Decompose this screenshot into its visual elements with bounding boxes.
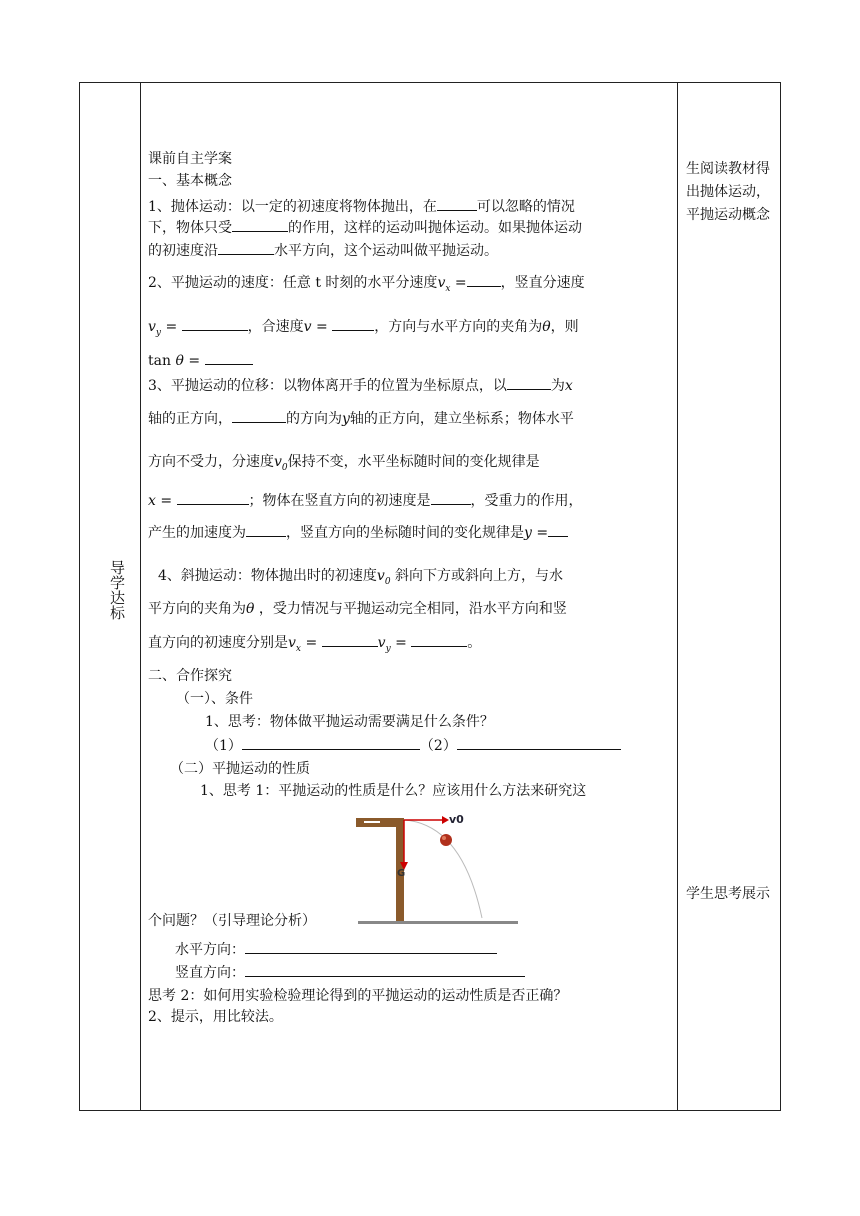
blank[interactable] — [177, 490, 249, 505]
paragraph-4-line-1: 4、斜抛运动：物体抛出时的初速度$v_0$ 斜向下方或斜向上方，与水 — [158, 568, 564, 587]
blank[interactable] — [242, 735, 420, 750]
blank[interactable] — [457, 735, 621, 750]
blank[interactable] — [548, 522, 568, 537]
question-1: 1、思考：物体做平抛运动需要满足什么条件？ — [205, 714, 494, 730]
paragraph-2-line-3: tan θ = — [148, 350, 253, 369]
heading-basic-concepts: 一、基本概念 — [148, 173, 232, 189]
column-divider-right — [677, 82, 678, 1111]
blank[interactable] — [182, 316, 248, 331]
horizontal-direction: 水平方向： — [175, 939, 497, 959]
question-2-continued: 个问题？（引导理论分析） — [148, 913, 316, 929]
paragraph-4-line-2: 平方向的夹角为θ ，受力情况与平抛运动完全相同，沿水平方向和竖 — [148, 601, 567, 617]
ground-line — [358, 921, 518, 924]
trajectory-curve — [404, 820, 482, 918]
blank[interactable] — [246, 522, 286, 537]
v0-label: v0 — [449, 813, 464, 826]
blank[interactable] — [218, 240, 274, 255]
vertical-direction: 竖直方向： — [175, 962, 525, 982]
paragraph-4-line-3: 直方向的初速度分别是$v_x = v_y$ = 。 — [148, 632, 481, 654]
question-1-answers: （1） （2） — [205, 735, 621, 755]
heading-cooperation: 二、合作探究 — [148, 668, 232, 684]
subheading-conditions: （一）、条件 — [176, 691, 253, 707]
teacher-note-1: 生阅读教材得出抛体运动，平抛运动概念 — [686, 161, 770, 223]
paragraph-3-line-2: 轴的正方向， 的方向为y轴的正方向，建立坐标系；物体水平 — [148, 408, 574, 428]
blank[interactable] — [245, 962, 525, 977]
blank[interactable] — [232, 408, 286, 423]
blank[interactable] — [232, 217, 288, 232]
hint: 2、提示，用比较法。 — [148, 1009, 283, 1025]
paragraph-3-line-1: 3、平抛运动的位移：以物体离开手的位置为坐标原点，以 为x — [148, 375, 573, 395]
blank[interactable] — [322, 632, 378, 647]
paragraph-3-line-3: 方向不受力，分速度$v_0$保持不变，水平坐标随时间的变化规律是 — [148, 454, 540, 473]
projectile-figure — [350, 806, 525, 928]
subheading-properties: （二）平抛运动的性质 — [170, 761, 310, 777]
blank[interactable] — [467, 272, 501, 287]
blank[interactable] — [245, 939, 497, 954]
g-label: G — [397, 868, 406, 879]
paragraph-3-line-4: x = ；物体在竖直方向的初速度是 ，受重力的作用， — [148, 490, 583, 510]
blank[interactable] — [431, 490, 471, 505]
blank[interactable] — [205, 350, 253, 365]
blank[interactable] — [437, 196, 477, 211]
paragraph-1-line-3: 的初速度沿 水平方向，这个运动叫做平抛运动。 — [148, 240, 498, 260]
ball-icon — [440, 834, 452, 846]
teacher-note-2: 学生思考展示 — [686, 886, 770, 902]
question-2: 1、思考 1：平抛运动的性质是什么？应该用什么方法来研究这 — [200, 783, 587, 799]
side-label: 导学达标 — [108, 560, 126, 620]
paragraph-1-line-1: 1、抛体运动：以一定的初速度将物体抛出，在 可以忽略的情况 — [148, 196, 575, 216]
section-title: 课前自主学案 — [148, 151, 232, 167]
paragraph-3-line-5: 产生的加速度为 ，竖直方向的坐标随时间的变化规律是y = — [148, 522, 568, 542]
paragraph-2-line-1: 2、平抛运动的速度：任意 t 时刻的水平分速度$v_x$ = ，竖直分速度 — [148, 272, 585, 294]
blank[interactable] — [507, 375, 551, 390]
paragraph-2-line-2: $v_y$ = ，合速度v = ，方向与水平方向的夹角为θ，则 — [148, 316, 579, 338]
question-3: 思考 2：如何用实验检验理论得到的平抛运动的运动性质是否正确？ — [148, 988, 568, 1004]
column-divider-left — [140, 82, 141, 1111]
blank[interactable] — [332, 316, 374, 331]
blank[interactable] — [411, 632, 467, 647]
paragraph-1-line-2: 下，物体只受 的作用，这样的运动叫抛体运动。如果抛体运动 — [148, 217, 582, 237]
